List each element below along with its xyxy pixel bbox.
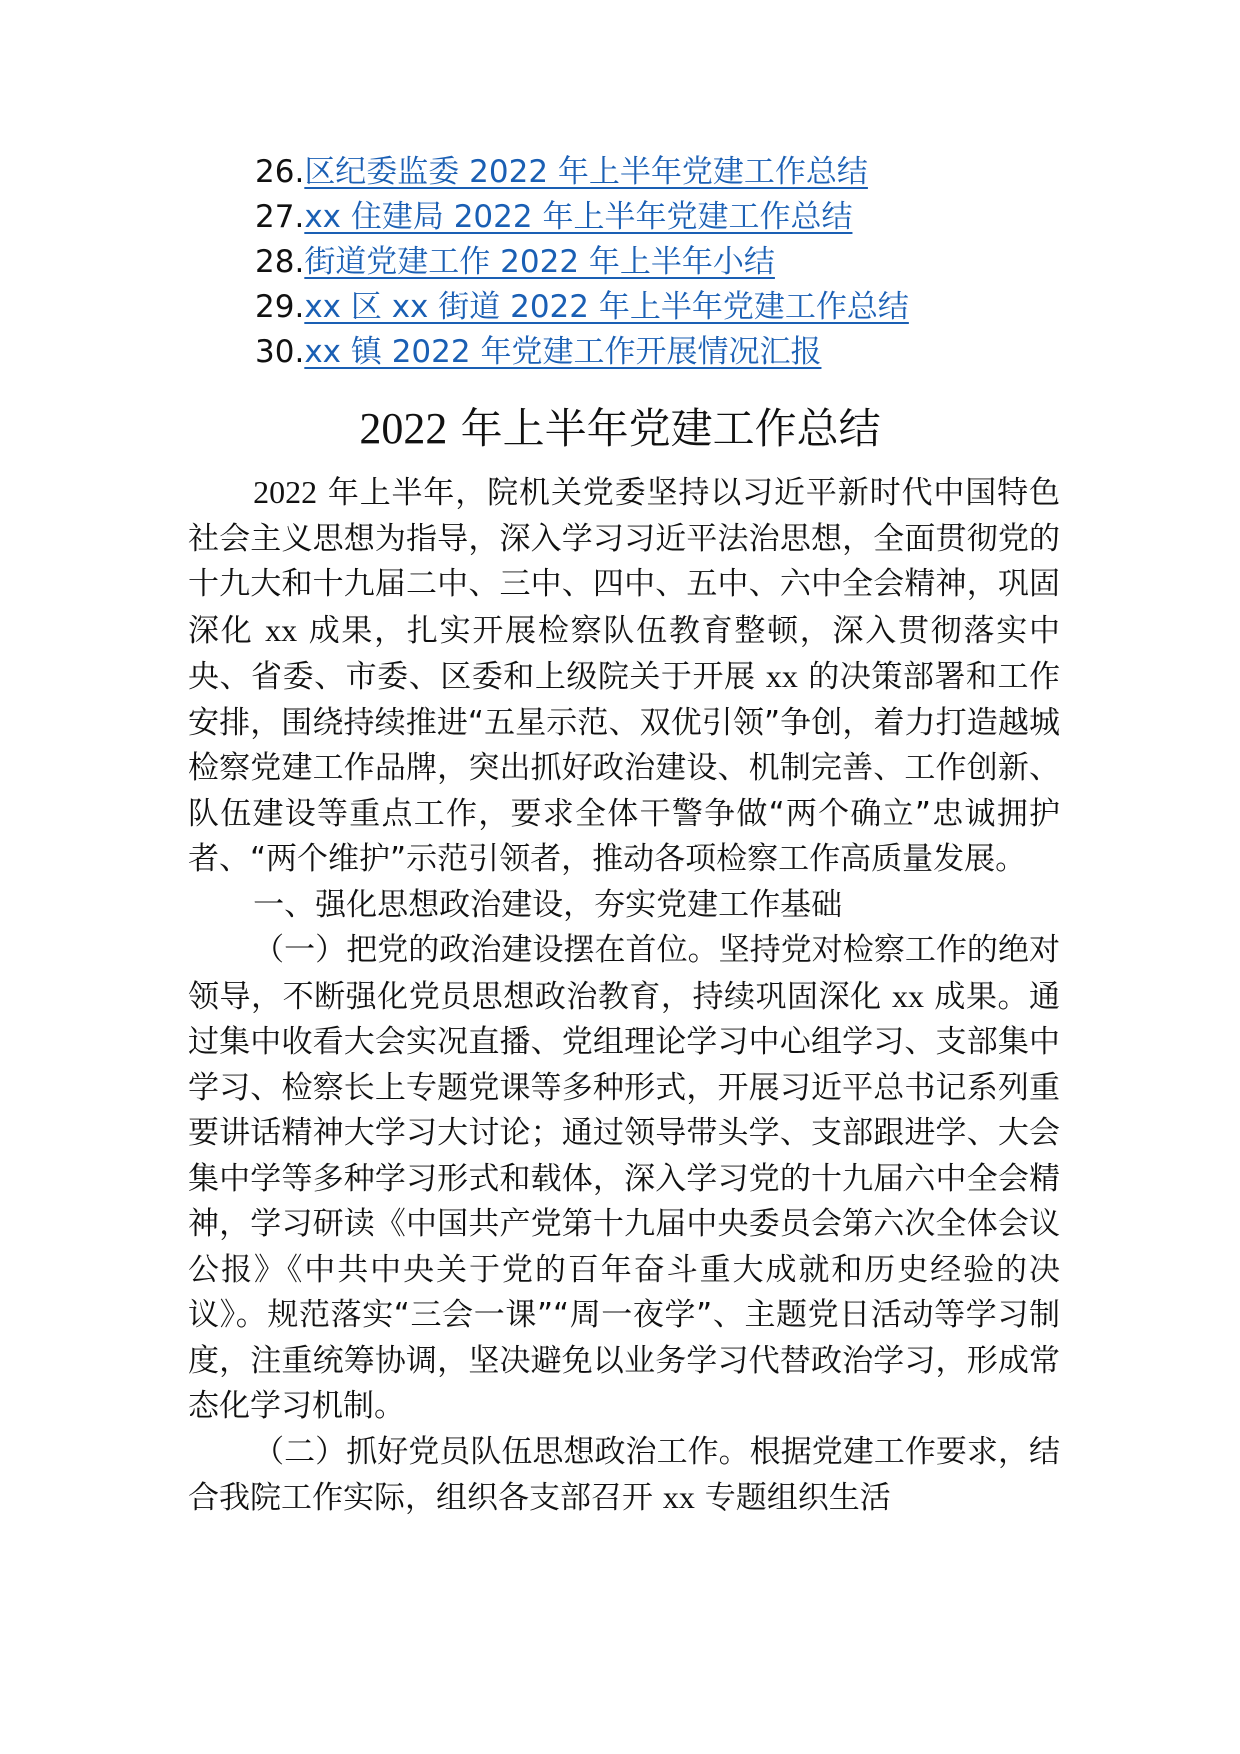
p1-text-b: 成果。通过集中收看大会实况直播、党组理论学习中心组学习、支部集中学习、检察长上专题党课等多种形式，开展习近平总书记系列重要讲话精神大学习大讨论；通过领导带头学、支部跟进学、大会集中学等多种学习形式和载体，深入学习党的十九届六中全会精神，学习研读《中国共产党第十九届中央委员会第六次全体会议公报》《中共中央关于党的百年奋斗重大成就和历史经验的决议》。规范落实“三会一课”“周一夜学”、主题党日活动等学习制度，注重统筹协调，坚决避免以业务学习代替政治学习，形成常态化学习机制。: [188, 978, 1061, 1424]
related-articles-list: [255, 150, 1155, 375]
intro-text-c: 的决策部署和工作安排，围绕持续推进“五星示范、双优引领”争创，着力打造越城检察党建工作品牌，突出抓好政治建设、机制完善、工作创新、队伍建设等重点工作，要求全体干警争做“两个确立”忠诚拥护者、“两个维护”示范引领者，推动各项检察工作高质量发展。: [188, 659, 1060, 877]
intro-placeholder-1: xx: [265, 611, 298, 648]
section-paragraph-2: [188, 1430, 1060, 1522]
list-item: [255, 150, 1155, 195]
article-link[interactable]: 区纪委监委 2022 年上半年党建工作总结: [304, 154, 868, 190]
article-link[interactable]: xx 镇 2022 年党建工作开展情况汇报: [304, 334, 822, 370]
list-item-number: 29.: [255, 289, 305, 325]
list-item-number: 26.: [255, 154, 305, 190]
article-link[interactable]: xx 区 xx 街道 2022 年上半年党建工作总结: [304, 289, 909, 325]
list-item: [255, 285, 1155, 330]
intro-paragraph: [188, 470, 1060, 883]
article-link[interactable]: 街道党建工作 2022 年上半年小结: [304, 244, 775, 280]
intro-placeholder-2: xx: [765, 658, 798, 694]
section-paragraph-1: [188, 928, 1060, 1430]
section-heading: 一、强化思想政治建设，夯实党建工作基础: [253, 886, 843, 923]
title-year: 2022: [359, 404, 448, 453]
p2-placeholder: xx: [662, 1479, 695, 1515]
title-text: 年上半年党建工作总结: [447, 404, 881, 453]
list-item: [255, 195, 1155, 240]
p2-text-a: （二）抓好党员队伍思想政治工作。根据党建工作要求，结合我院工作实际，组织各支部召开: [188, 1433, 1060, 1516]
intro-year: 2022: [253, 474, 318, 510]
list-item-number: 28.: [255, 244, 305, 280]
list-item: [255, 240, 1155, 285]
list-item-number: 27.: [255, 199, 305, 235]
intro-text-b: 成果，扎实开展检察队伍教育整顿，深入贯彻落实中央、省委、市委、区委和上级院关于开展: [188, 612, 1061, 695]
p1-text-a: （一）把党的政治建设摆在首位。坚持党对检察工作的绝对领导，不断强化党员思想政治教育，持续巩固深化: [188, 932, 1060, 1015]
intro-text-a: 年上半年，院机关党委坚持以习近平新时代中国特色社会主义思想为指导，深入学习习近平法治思想，全面贯彻党的十九大和十九届二中、三中、四中、五中、六中全会精神，巩固深化: [188, 475, 1060, 649]
document-title: [0, 398, 1240, 460]
list-item-number: 30.: [255, 334, 305, 370]
p1-placeholder: xx: [892, 977, 925, 1014]
p2-text-b: 专题组织生活: [694, 1480, 891, 1516]
list-item: [255, 330, 1155, 375]
article-link[interactable]: xx 住建局 2022 年上半年党建工作总结: [304, 199, 853, 235]
document-body: [188, 470, 1060, 1522]
